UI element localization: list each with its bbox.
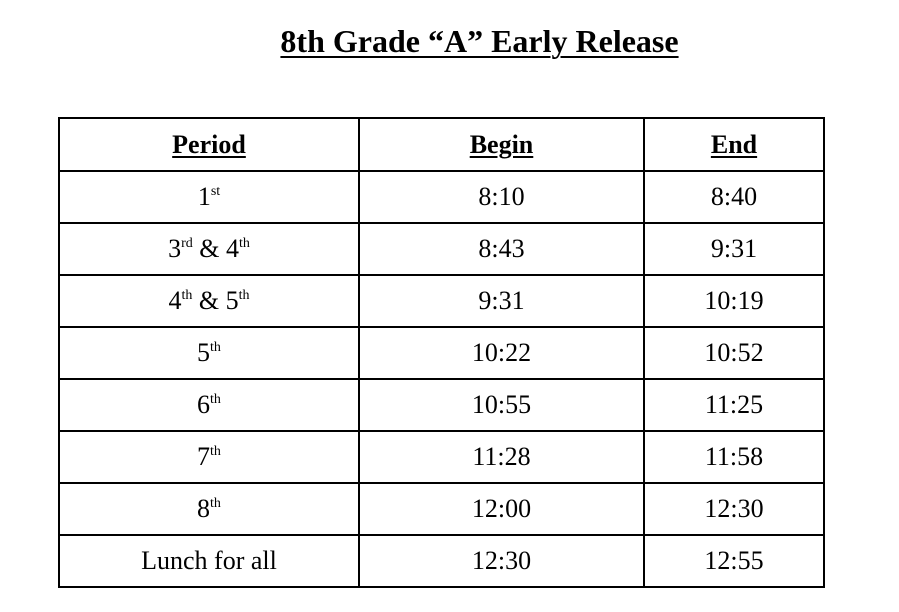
end-time-cell: 10:52 [644, 327, 824, 379]
table-header-row [59, 118, 824, 171]
period-cell [59, 483, 359, 535]
begin-time-cell: 8:43 [359, 223, 644, 275]
table-row [59, 171, 824, 223]
begin-time-cell: 10:22 [359, 327, 644, 379]
period-label: 6th [197, 390, 221, 419]
period-cell [59, 535, 359, 587]
ordinal-suffix: st [210, 184, 221, 199]
period-cell [59, 223, 359, 275]
ordinal-suffix: th [181, 288, 193, 303]
table-row [59, 379, 824, 431]
ordinal-suffix: th [239, 236, 250, 251]
period-column-header: Period [59, 118, 359, 171]
end-column-header: End [644, 118, 824, 171]
schedule-table [58, 117, 825, 588]
end-time-cell: 10:19 [644, 275, 824, 327]
period-cell [59, 171, 359, 223]
end-time-cell: 8:40 [644, 171, 824, 223]
period-label: 8th [197, 494, 221, 523]
end-time-cell: 11:58 [644, 431, 824, 483]
begin-time-cell: 12:00 [359, 483, 644, 535]
ordinal-suffix: th [238, 288, 250, 303]
begin-time-cell: 12:30 [359, 535, 644, 587]
table-row [59, 223, 824, 275]
period-label: 4th & 5th [168, 286, 250, 315]
ordinal-suffix: rd [181, 236, 193, 251]
table-row [59, 431, 824, 483]
period-label: 7th [197, 442, 221, 471]
table-row [59, 275, 824, 327]
begin-column-header: Begin [359, 118, 644, 171]
table-row [59, 483, 824, 535]
ordinal-suffix: th [210, 496, 221, 511]
end-time-cell: 9:31 [644, 223, 824, 275]
period-label: 5th [197, 338, 221, 367]
page-title: 8th Grade “A” Early Release [280, 23, 679, 59]
begin-time-cell: 9:31 [359, 275, 644, 327]
period-cell [59, 379, 359, 431]
period-label: Lunch for all [141, 546, 277, 575]
end-time-cell: 11:25 [644, 379, 824, 431]
period-cell [59, 275, 359, 327]
table-row [59, 327, 824, 379]
ordinal-suffix: th [210, 444, 221, 459]
end-time-cell: 12:55 [644, 535, 824, 587]
end-time-cell: 12:30 [644, 483, 824, 535]
begin-time-cell: 8:10 [359, 171, 644, 223]
begin-time-cell: 10:55 [359, 379, 644, 431]
period-cell [59, 327, 359, 379]
period-label: 3rd & 4th [168, 234, 250, 263]
period-cell [59, 431, 359, 483]
ordinal-suffix: th [210, 340, 221, 355]
ordinal-suffix: th [210, 392, 221, 407]
begin-time-cell: 11:28 [359, 431, 644, 483]
period-label: 1st [197, 182, 221, 211]
table-row [59, 535, 824, 587]
